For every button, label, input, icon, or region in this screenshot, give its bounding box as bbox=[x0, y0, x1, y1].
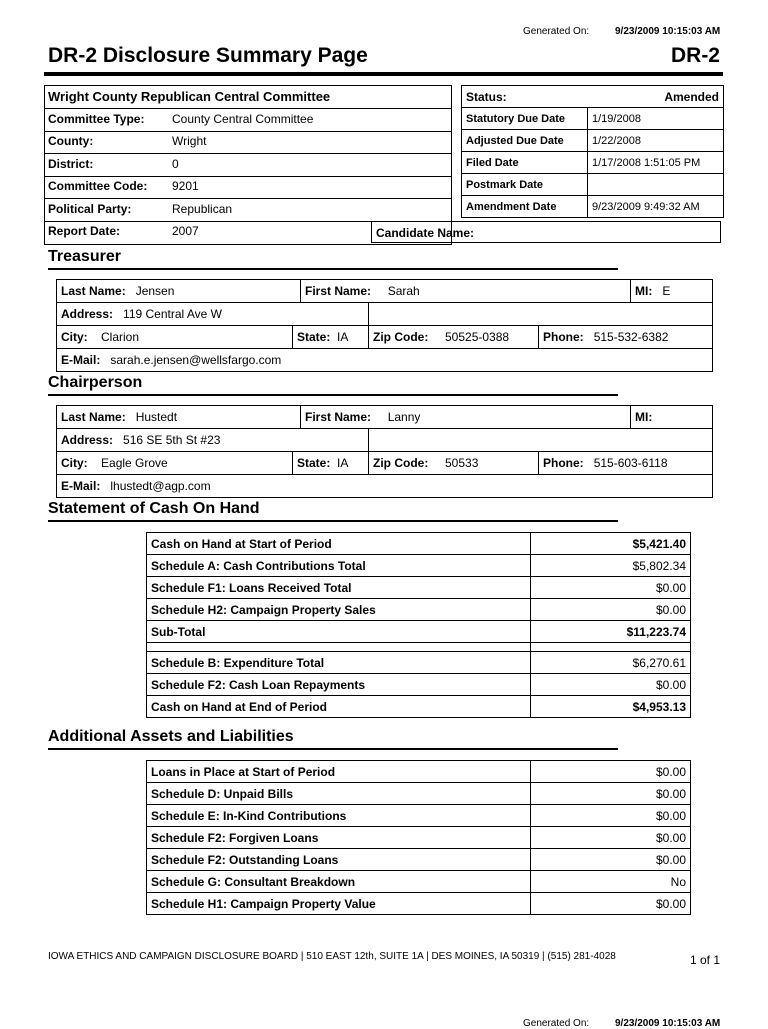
adjusted-due-date-label: Adjusted Due Date bbox=[462, 130, 588, 152]
political-party-value: Republican bbox=[172, 201, 233, 216]
cash-row-label: Sub-Total bbox=[147, 621, 531, 643]
cash-row-value: $4,953.13 bbox=[531, 696, 691, 718]
cash-row-value: $0.00 bbox=[531, 674, 691, 696]
cash-row-value: $5,802.34 bbox=[531, 555, 691, 577]
committee-code-value: 9201 bbox=[172, 179, 199, 194]
cash-row-value: $0.00 bbox=[531, 577, 691, 599]
status-label: Status: bbox=[462, 86, 588, 108]
filed-date-label: Filed Date bbox=[462, 152, 588, 174]
assets-row-value: $0.00 bbox=[531, 827, 691, 849]
next-page-generated-on-label: Generated On: bbox=[523, 1018, 590, 1029]
assets-row-value: $0.00 bbox=[531, 805, 691, 827]
assets-row-label: Schedule F2: Outstanding Loans bbox=[147, 849, 531, 871]
assets-row-value: $0.00 bbox=[531, 893, 691, 915]
chairperson-phone: 515-603-6118 bbox=[593, 456, 668, 470]
cash-row bbox=[147, 577, 691, 599]
treasurer-phone: 515-532-6382 bbox=[593, 330, 669, 344]
chairperson-mi-label: MI: bbox=[635, 410, 653, 424]
cash-row-value: $11,223.74 bbox=[531, 621, 691, 643]
cash-table bbox=[146, 532, 691, 718]
district-label: District: bbox=[48, 156, 94, 171]
assets-row-value: $0.00 bbox=[531, 849, 691, 871]
report-date-label: Report Date: bbox=[48, 224, 121, 239]
cash-row bbox=[147, 674, 691, 696]
generated-on bbox=[523, 26, 720, 37]
chairperson-state: IA bbox=[337, 456, 349, 470]
treasurer-email: sarah.e.jensen@wellsfargo.com bbox=[110, 353, 282, 367]
next-page-generated-on-value: 9/23/2009 10:15:03 AM bbox=[615, 1018, 721, 1029]
postmark-date-value bbox=[588, 174, 724, 196]
treasurer-phone-label: Phone: bbox=[543, 330, 584, 344]
chairperson-last-name-label: Last Name: bbox=[61, 410, 126, 424]
treasurer-state: IA bbox=[337, 330, 349, 344]
cash-row-value: $5,421.40 bbox=[531, 533, 691, 555]
chairperson-first-name-label: First Name: bbox=[305, 410, 372, 424]
title-rule bbox=[44, 72, 723, 76]
cash-row-label: Schedule B: Expenditure Total bbox=[147, 652, 531, 674]
assets-row-value: $0.00 bbox=[531, 783, 691, 805]
adjusted-due-date-value: 1/22/2008 bbox=[588, 130, 724, 152]
cash-row-label: Schedule H2: Campaign Property Sales bbox=[147, 599, 531, 621]
report-date-value: 2007 bbox=[172, 224, 199, 239]
cash-row-value: $0.00 bbox=[531, 599, 691, 621]
statutory-due-date-value: 1/19/2008 bbox=[588, 108, 724, 130]
amendment-date-label: Amendment Date bbox=[462, 196, 588, 218]
cash-row bbox=[147, 533, 691, 555]
assets-row-label: Schedule F2: Forgiven Loans bbox=[147, 827, 531, 849]
chairperson-email: lhustedt@agp.com bbox=[110, 479, 211, 493]
assets-row-label: Schedule G: Consultant Breakdown bbox=[147, 871, 531, 893]
chairperson-first-name: Lanny bbox=[387, 410, 421, 424]
chairperson-table bbox=[56, 405, 713, 498]
chairperson-zip-label: Zip Code: bbox=[373, 456, 429, 470]
treasurer-rule bbox=[48, 268, 618, 270]
assets-row-label: Loans in Place at Start of Period bbox=[147, 761, 531, 783]
treasurer-last-name-label: Last Name: bbox=[61, 284, 126, 298]
assets-row bbox=[147, 761, 691, 783]
chairperson-state-label: State: bbox=[297, 456, 331, 470]
political-party-label: Political Party: bbox=[48, 201, 132, 216]
candidate-name-field: Candidate Name: bbox=[371, 221, 721, 243]
chairperson-address-label: Address: bbox=[61, 433, 114, 447]
chairperson-email-label: E-Mail: bbox=[61, 479, 101, 493]
cash-row-label: Schedule A: Cash Contributions Total bbox=[147, 555, 531, 577]
assets-row bbox=[147, 893, 691, 915]
generated-on-value: 9/23/2009 10:15:03 AM bbox=[615, 26, 721, 37]
treasurer-mi-label: MI: bbox=[635, 284, 653, 298]
page-title: DR-2 Disclosure Summary Page bbox=[48, 44, 368, 67]
assets-row bbox=[147, 849, 691, 871]
cash-row-label: Schedule F1: Loans Received Total bbox=[147, 577, 531, 599]
cash-row-value: $6,270.61 bbox=[531, 652, 691, 674]
cash-row bbox=[147, 652, 691, 674]
cash-row bbox=[147, 621, 691, 643]
treasurer-heading: Treasurer bbox=[48, 248, 121, 265]
amendment-date-value: 9/23/2009 9:49:32 AM bbox=[588, 196, 724, 218]
chairperson-zip: 50533 bbox=[445, 456, 479, 470]
county-label: County: bbox=[48, 134, 94, 149]
chairperson-phone-label: Phone: bbox=[543, 456, 584, 470]
statutory-due-date-label: Statutory Due Date bbox=[462, 108, 588, 130]
assets-row-value: No bbox=[531, 871, 691, 893]
assets-row-label: Schedule D: Unpaid Bills bbox=[147, 783, 531, 805]
chairperson-city-label: City: bbox=[61, 456, 88, 470]
treasurer-city: Clarion bbox=[101, 330, 140, 344]
footer-address: IOWA ETHICS AND CAMPAIGN DISCLOSURE BOARD | 510 EAST 12th, SUITE 1A | DES MOINES, IA 50319 | (515) 281-4028 bbox=[48, 951, 616, 962]
treasurer-address-label: Address: bbox=[61, 307, 114, 321]
cash-row-label: Schedule F2: Cash Loan Repayments bbox=[147, 674, 531, 696]
committee-info-table bbox=[44, 85, 452, 243]
chairperson-address: 516 SE 5th St #23 bbox=[123, 433, 221, 447]
filed-date-value: 1/17/2008 1:51:05 PM bbox=[588, 152, 724, 174]
chairperson-heading: Chairperson bbox=[48, 374, 143, 391]
status-table bbox=[461, 85, 724, 218]
treasurer-table bbox=[56, 279, 713, 372]
cash-row-label: Cash on Hand at Start of Period bbox=[147, 533, 531, 555]
chairperson-rule bbox=[48, 394, 618, 396]
postmark-date-label: Postmark Date bbox=[462, 174, 588, 196]
assets-table bbox=[146, 760, 691, 915]
cash-row bbox=[147, 599, 691, 621]
cash-spacer-row bbox=[147, 643, 691, 652]
assets-rule bbox=[48, 748, 618, 750]
cash-row-label: Cash on Hand at End of Period bbox=[147, 696, 531, 718]
assets-row bbox=[147, 783, 691, 805]
treasurer-first-name: Sarah bbox=[387, 284, 420, 298]
treasurer-address: 119 Central Ave W bbox=[123, 307, 222, 321]
cash-heading: Statement of Cash On Hand bbox=[48, 500, 260, 517]
assets-heading: Additional Assets and Liabilities bbox=[48, 728, 294, 745]
treasurer-zip-label: Zip Code: bbox=[373, 330, 429, 344]
treasurer-first-name-label: First Name: bbox=[305, 284, 372, 298]
cash-rule bbox=[48, 520, 618, 522]
form-code: DR-2 bbox=[670, 44, 720, 67]
assets-row-value: $0.00 bbox=[531, 761, 691, 783]
generated-on-label: Generated On: bbox=[523, 26, 590, 37]
treasurer-mi: E bbox=[662, 284, 671, 298]
treasurer-city-label: City: bbox=[61, 330, 88, 344]
assets-row-label: Schedule E: In-Kind Contributions bbox=[147, 805, 531, 827]
treasurer-zip: 50525-0388 bbox=[445, 330, 510, 344]
committee-code-label: Committee Code: bbox=[48, 179, 148, 194]
district-value: 0 bbox=[172, 156, 179, 171]
chairperson-city: Eagle Grove bbox=[101, 456, 168, 470]
page-number: 1 of 1 bbox=[689, 953, 720, 967]
committee-name: Wright County Republican Central Committee bbox=[48, 88, 331, 104]
cash-row bbox=[147, 696, 691, 718]
treasurer-email-label: E-Mail: bbox=[61, 353, 101, 367]
cash-row bbox=[147, 555, 691, 577]
assets-row bbox=[147, 805, 691, 827]
county-value: Wright bbox=[172, 134, 207, 149]
chairperson-last-name: Hustedt bbox=[135, 410, 178, 424]
committee-type-label: Committee Type: bbox=[48, 111, 145, 126]
committee-type-value: County Central Committee bbox=[172, 111, 314, 126]
treasurer-state-label: State: bbox=[297, 330, 331, 344]
assets-row-label: Schedule H1: Campaign Property Value bbox=[147, 893, 531, 915]
assets-row bbox=[147, 827, 691, 849]
status-value: Amended bbox=[588, 86, 724, 108]
treasurer-last-name: Jensen bbox=[135, 284, 175, 298]
assets-row bbox=[147, 871, 691, 893]
